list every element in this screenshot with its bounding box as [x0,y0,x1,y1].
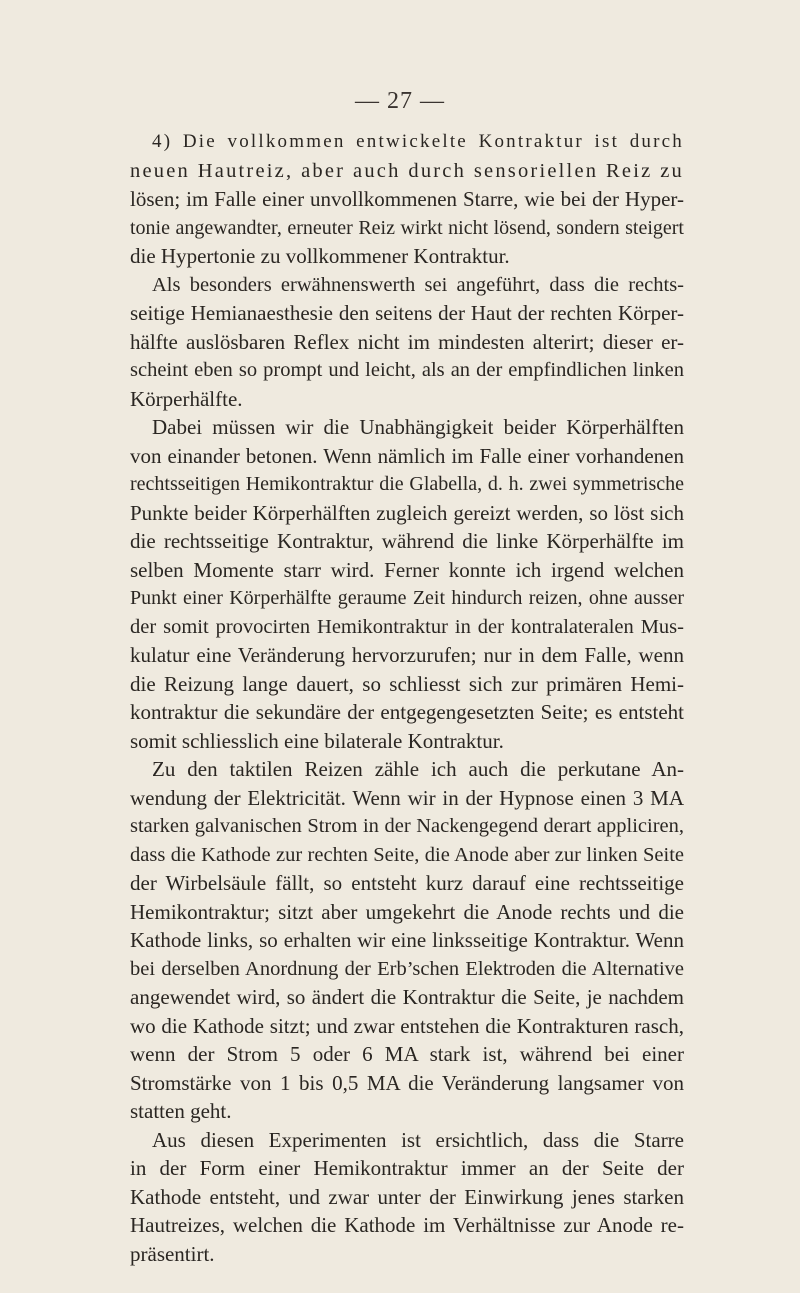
text-line: rechtsseitigen Hemikontraktur die Glabella, d. h. zwei symmetrische [130,473,684,495]
text-line: neuen Hautreiz, aber auch durch sensoriellen Reiz zu [130,159,684,182]
page-number: — 27 — [355,88,445,114]
text-line: Punkte beider Körperhälften zugleich gereizt werden, so löst sich [130,500,684,525]
text-line: wenn der Strom 5 oder 6 MA stark ist, während bei einer [130,1042,684,1066]
text-line: wo die Kathode sitzt; und zwar entstehen die Kontrakturen rasch, [130,1013,684,1038]
text-line: Kathode entsteht, und zwar unter der Einwirkung jenes starken [130,1184,684,1209]
text-line: tonie angewandter, erneuter Reiz wirkt nicht lösend, sondern steigert [130,216,684,239]
text-line: präsentirt. [130,1241,215,1266]
text-line: Dabei müssen wir die Unabhängigkeit beider Körperhälften [152,415,684,439]
text-line: die Reizung lange dauert, so schliesst sich zur primären Hemi- [130,671,684,696]
text-line: in der Form einer Hemikontraktur immer an der Seite der [130,1156,684,1180]
text-line: von einander betonen. Wenn nämlich im Falle einer vorhandenen [130,443,684,468]
text-line: starken galvanischen Strom in der Nackengegend derart appliciren, [130,815,684,837]
body-text [130,128,684,1268]
text-line: Punkt einer Körperhälfte geraume Zeit hindurch reizen, ohne ausser [130,587,684,609]
text-line: die rechtsseitige Kontraktur, während die linke Körperhälfte im [130,529,684,553]
text-line: seitige Hemianaesthesie den seitens der Haut der rechten Körper- [130,301,684,325]
text-line: der somit provocirten Hemikontraktur in der kontralateralen Mus- [130,615,684,638]
text-line: angewendet wird, so ändert die Kontraktur die Seite, je nachdem [130,985,684,1009]
text-line: Kathode links, so erhalten wir eine linksseitige Kontraktur. Wenn [130,928,684,952]
text-line: hälfte auslösbaren Reflex nicht im mindesten alterirt; dieser er- [130,329,684,354]
text-line: kontraktur die sekundäre der entgegengesetzten Seite; es entsteht [130,700,684,724]
text-line: selben Momente starr wird. Ferner konnte ich irgend welchen [130,557,684,582]
text-line: die Hypertonie zu vollkommener Kontraktur. [130,244,510,268]
text-line: Stromstärke von 1 bis 0,5 MA die Veränderung langsamer von [130,1070,684,1095]
text-line: somit schliesslich eine bilaterale Kontraktur. [130,728,504,753]
text-line: Als besonders erwähnenswerth sei angeführt, dass die rechts- [152,273,684,296]
text-line: 4) Die vollkommen entwickelte Kontraktur ist durch [152,131,684,152]
text-line: scheint eben so prompt und leicht, als an der empfindlichen linken [130,359,684,381]
text-line: Hemikontraktur; sitzt aber umgekehrt die Anode rechts und die [130,899,684,924]
text-line: statten geht. [130,1099,232,1123]
text-line: der Wirbelsäule fällt, so entsteht kurz darauf eine rechtsseitige [130,871,684,895]
text-line: kulatur eine Veränderung hervorzurufen; nur in dem Falle, wenn [130,643,684,667]
text-line: Körperhälfte. [130,386,243,411]
text-line: dass die Kathode zur rechten Seite, die Anode aber zur linken Seite [130,843,684,866]
text-line: Hautreizes, welchen die Kathode im Verhältnisse zur Anode re- [130,1213,684,1237]
text-line: Zu den taktilen Reizen zähle ich auch die perkutane An- [152,757,684,781]
text-line: bei derselben Anordnung der Erb’schen Elektroden die Alternative [130,957,684,980]
text-line: Aus diesen Experimenten ist ersichtlich, dass die Starre [152,1127,684,1152]
text-line: lösen; im Falle einer unvollkommenen Starre, wie bei der Hyper- [130,187,684,211]
text-line: wendung der Elektricität. Wenn wir in der Hypnose einen 3 MA [130,785,684,810]
